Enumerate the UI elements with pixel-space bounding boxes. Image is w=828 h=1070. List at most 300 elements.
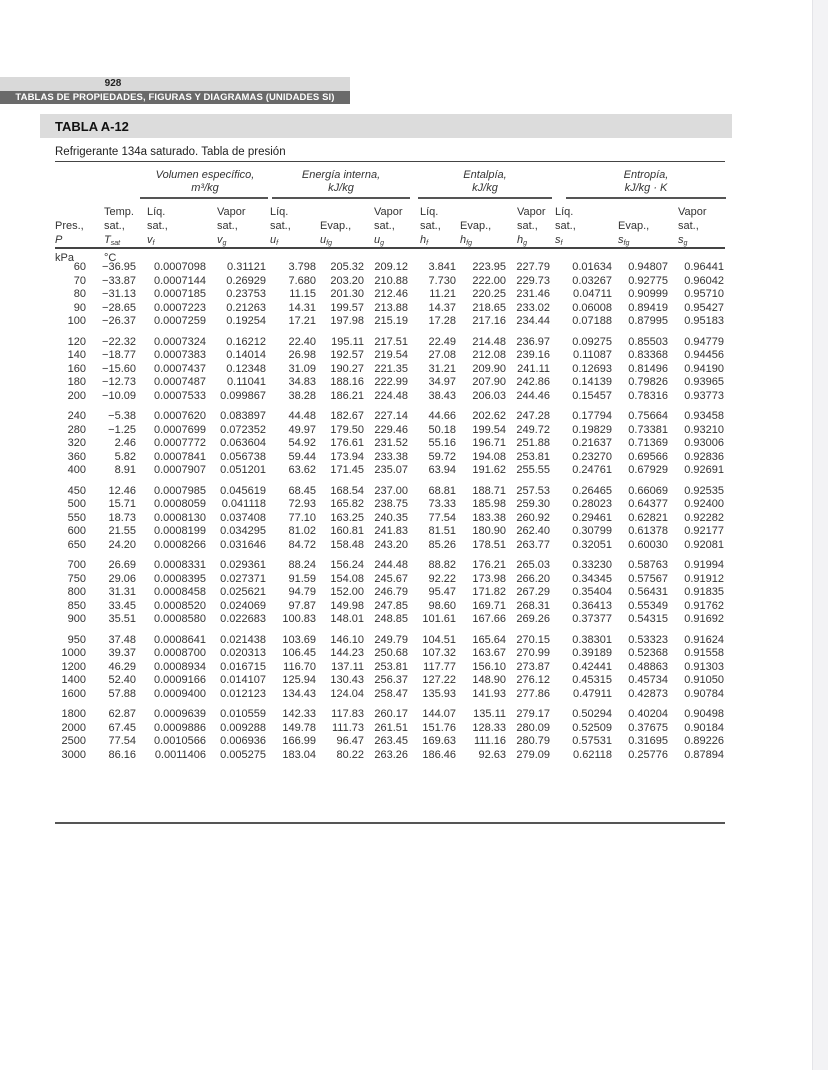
table-cell: 0.0007185 <box>154 288 206 300</box>
table-cell: 148.90 <box>472 674 506 686</box>
table-cell: 171.82 <box>472 586 506 598</box>
table-cell: 144.07 <box>422 708 456 720</box>
table-cell: 0.92282 <box>684 511 724 524</box>
column-header <box>374 205 403 251</box>
table-cell: 242.86 <box>516 376 550 388</box>
table-cell: 44.66 <box>428 410 456 422</box>
table-cell: 178.51 <box>472 538 506 551</box>
table-cell: 0.025621 <box>220 586 266 598</box>
table-cell: 266.20 <box>516 572 550 585</box>
table-cell: 173.98 <box>472 572 506 585</box>
table-row <box>55 390 726 404</box>
table-cell: 97.87 <box>288 599 316 612</box>
table-cell: 104.51 <box>422 633 456 646</box>
table-cell: 176.61 <box>330 437 364 449</box>
table-cell: 57.88 <box>108 687 136 700</box>
table-cell: 81.02 <box>288 525 316 537</box>
table-cell: 265.03 <box>516 559 550 571</box>
property-table <box>55 261 726 762</box>
symbol-subscript: g <box>523 240 528 247</box>
table-cell: 156.10 <box>472 660 506 673</box>
table-cell: 0.53323 <box>628 633 668 646</box>
table-cell: 233.02 <box>516 301 550 314</box>
table-cell: 234.44 <box>516 315 550 327</box>
table-cell: 21.55 <box>108 525 136 537</box>
table-cell: 63.62 <box>288 464 316 476</box>
table-cell: 0.58763 <box>628 559 668 571</box>
table-cell: 0.66069 <box>628 484 668 497</box>
table-cell: 160 <box>67 362 86 375</box>
table-cell: 0.012123 <box>220 687 266 700</box>
table-cell: 77.10 <box>288 511 316 524</box>
table-cell: 0.75664 <box>628 410 668 422</box>
table-cell: 85.26 <box>428 538 456 551</box>
table-cell: 88.24 <box>288 559 316 571</box>
table-cell: 0.024069 <box>220 599 266 612</box>
table-cell: 246.79 <box>374 586 408 598</box>
table-cell: 151.76 <box>422 721 456 734</box>
table-cell: 244.46 <box>516 389 550 402</box>
header-rule <box>55 247 725 249</box>
group-unit: m³/kg <box>191 181 219 194</box>
table-cell: 171.45 <box>330 464 364 476</box>
table-cell: 18.73 <box>108 511 136 524</box>
table-cell: 195.11 <box>331 335 364 348</box>
table-cell: 257.53 <box>516 484 550 497</box>
table-cell: 34.83 <box>288 376 316 388</box>
table-caption: Refrigerante 134a saturado. Tabla de presión <box>55 146 286 158</box>
table-cell: 130.43 <box>330 674 364 686</box>
table-cell: 0.61378 <box>628 525 668 537</box>
table-cell: 0.006936 <box>220 735 266 747</box>
table-cell: 0.31695 <box>628 735 668 747</box>
header-line-2: sat., <box>555 220 576 232</box>
table-cell: 180.90 <box>472 525 506 537</box>
table-cell: 200 <box>67 389 86 402</box>
table-cell: 59.72 <box>428 450 456 463</box>
symbol-subscript: g <box>683 240 688 247</box>
table-cell: 39.37 <box>108 647 136 659</box>
table-cell: 152.00 <box>330 586 364 598</box>
table-cell: 0.90784 <box>684 687 724 700</box>
table-cell: 0.26929 <box>226 274 266 287</box>
header-line-1: Vapor <box>517 206 546 218</box>
symbol: h <box>517 234 524 246</box>
table-cell: 0.01634 <box>572 261 612 273</box>
table-cell: 0.87894 <box>684 748 724 761</box>
table-row <box>55 451 726 465</box>
table-cell: 238.75 <box>374 498 408 510</box>
header-line-2: Pres., <box>55 220 84 232</box>
table-cell: −15.60 <box>102 362 136 375</box>
table-cell: 149.78 <box>282 721 316 734</box>
symbol: v <box>147 234 153 246</box>
table-cell: 0.57531 <box>572 735 612 747</box>
table-cell: 96.47 <box>336 735 364 747</box>
table-cell: 0.92535 <box>684 484 724 497</box>
group-rule <box>566 197 726 199</box>
table-cell: 0.06008 <box>572 301 612 314</box>
column-header <box>420 205 441 251</box>
table-cell: 73.33 <box>428 498 456 510</box>
table-cell: 0.0007699 <box>154 423 206 436</box>
table-cell: 183.38 <box>472 511 506 524</box>
table-cell: 0.52368 <box>628 647 668 659</box>
table-cell: −22.32 <box>102 335 136 348</box>
table-cell: 0.52509 <box>572 721 612 734</box>
table-cell: 0.016715 <box>220 660 266 673</box>
table-cell: 217.16 <box>472 315 506 327</box>
table-cell: 186.46 <box>422 748 456 761</box>
table-cell: 117.83 <box>331 708 364 720</box>
table-cell: 0.022683 <box>220 613 266 625</box>
table-cell: 44.48 <box>288 410 316 422</box>
table-cell: 0.87995 <box>628 315 668 327</box>
header-line-2: Evap., <box>618 220 650 232</box>
table-cell: 263.26 <box>374 748 408 761</box>
table-cell: 0.14014 <box>226 349 266 361</box>
header-line-1: Vapor <box>374 206 403 218</box>
table-cell: 215.19 <box>374 315 408 327</box>
table-cell: 0.0007324 <box>154 335 206 348</box>
table-cell: 0.96441 <box>684 261 724 273</box>
table-cell: 270.15 <box>516 633 550 646</box>
table-cell: 188.71 <box>472 484 506 497</box>
table-cell: 269.26 <box>516 613 550 625</box>
table-cell: 0.0008934 <box>154 660 206 673</box>
table-cell: 231.52 <box>374 437 408 449</box>
table-cell: 0.045619 <box>220 484 266 497</box>
table-cell: 107.32 <box>422 647 456 659</box>
table-cell: 212.08 <box>472 349 506 361</box>
table-cell: 0.0010566 <box>154 735 206 747</box>
table-cell: 0.0009886 <box>154 721 206 734</box>
page-number-band <box>0 77 350 91</box>
column-header <box>147 205 168 251</box>
table-cell: 169.71 <box>472 599 506 612</box>
table-cell: 0.021438 <box>220 633 266 646</box>
table-cell: 233.38 <box>374 450 408 463</box>
table-cell: 273.87 <box>516 660 550 673</box>
symbol: s <box>555 234 561 246</box>
table-cell: 900 <box>67 613 86 625</box>
table-cell: 1600 <box>61 687 86 700</box>
table-cell: 267.29 <box>516 586 550 598</box>
table-cell: 88.82 <box>428 559 456 571</box>
table-cell: 22.49 <box>428 335 456 348</box>
table-cell: 127.22 <box>422 674 456 686</box>
table-cell: 156.24 <box>330 559 364 571</box>
table-row <box>55 627 726 648</box>
table-cell: 600 <box>67 525 86 537</box>
table-cell: 247.85 <box>374 599 408 612</box>
table-cell: 111.73 <box>331 721 364 734</box>
table-cell: 142.33 <box>282 708 316 720</box>
table-cell: 0.26465 <box>572 484 612 497</box>
table-cell: 90 <box>73 301 86 314</box>
table-cell: 146.10 <box>330 633 364 646</box>
table-cell: 0.92836 <box>684 450 724 463</box>
table-cell: 0.29461 <box>572 511 612 524</box>
table-cell: 0.94807 <box>628 261 668 273</box>
column-header <box>104 205 134 265</box>
table-cell: 144.23 <box>330 647 364 659</box>
table-cell: 212.46 <box>374 288 408 300</box>
table-cell: 256.37 <box>374 674 408 686</box>
table-cell: 0.73381 <box>628 423 668 436</box>
table-cell: 191.62 <box>472 464 506 476</box>
table-cell: 800 <box>67 586 86 598</box>
table-row <box>55 363 726 377</box>
table-cell: 0.62821 <box>628 511 668 524</box>
table-cell: 199.57 <box>330 301 364 314</box>
header-line-1: Líq. <box>555 206 574 218</box>
table-cell: 165.82 <box>330 498 364 510</box>
table-cell: 169.63 <box>422 735 456 747</box>
table-cell: 0.47911 <box>573 687 612 700</box>
table-cell: 196.71 <box>472 437 506 449</box>
symbol: T <box>104 234 111 246</box>
table-cell: 550 <box>67 511 86 524</box>
table-cell: 0.0009166 <box>154 674 206 686</box>
table-cell: 0.009288 <box>220 721 266 734</box>
table-cell: 280.09 <box>516 721 550 734</box>
table-cell: 140 <box>67 349 86 361</box>
header-line-1: Líq. <box>147 206 166 218</box>
table-cell: 210.88 <box>374 274 408 287</box>
table-cell: 0.37675 <box>628 721 668 734</box>
table-cell: 0.0008520 <box>154 599 206 612</box>
table-cell: 258.47 <box>374 687 408 700</box>
table-cell: 68.81 <box>428 484 456 497</box>
table-cell: 0.19829 <box>572 423 612 436</box>
table-cell: 182.67 <box>330 410 364 422</box>
table-cell: 49.97 <box>288 423 316 436</box>
table-cell: 194.08 <box>472 450 506 463</box>
table-cell: 0.67929 <box>628 464 668 476</box>
table-cell: 0.69566 <box>628 450 668 463</box>
table-cell: 0.91912 <box>684 572 724 585</box>
table-cell: 52.40 <box>108 674 136 686</box>
table-cell: 0.32051 <box>572 538 612 551</box>
table-cell: 103.69 <box>282 633 316 646</box>
table-cell: 236.97 <box>516 335 550 348</box>
table-cell: 0.11041 <box>227 376 266 388</box>
table-row <box>55 403 726 424</box>
header-line-1 <box>55 205 84 219</box>
table-cell: 165.64 <box>472 633 506 646</box>
table-cell: 0.03267 <box>572 274 612 287</box>
table-cell: 0.0007772 <box>154 437 206 449</box>
column-header <box>678 205 707 251</box>
table-row <box>55 478 726 499</box>
table-cell: 0.21637 <box>572 437 612 449</box>
table-cell: 0.0008580 <box>154 613 206 625</box>
table-row <box>55 424 726 438</box>
table-cell: 0.0007487 <box>154 376 206 388</box>
table-cell: 0.60030 <box>628 538 668 551</box>
table-cell: 197.98 <box>330 315 364 327</box>
table-cell: 29.06 <box>108 572 136 585</box>
table-cell: 0.014107 <box>220 674 266 686</box>
table-cell: 0.64377 <box>628 498 668 510</box>
group-header-entropy <box>566 169 726 194</box>
table-row <box>55 329 726 350</box>
table-cell: 244.48 <box>374 559 408 571</box>
symbol: u <box>270 234 277 246</box>
table-cell: 0.15457 <box>572 389 612 402</box>
table-cell: 249.72 <box>516 423 550 436</box>
table-cell: 163.67 <box>472 647 506 659</box>
table-cell: 148.01 <box>330 613 364 625</box>
table-cell: 33.45 <box>108 599 136 612</box>
symbol-subscript: f <box>560 240 563 247</box>
table-cell: 247.28 <box>516 410 550 422</box>
table-cell: 229.46 <box>374 423 408 436</box>
table-cell: 280.79 <box>516 735 550 747</box>
table-cell: 209.12 <box>374 261 408 273</box>
table-cell: 185.98 <box>472 498 506 510</box>
table-cell: 0.0008331 <box>154 559 206 571</box>
header-line-2: sat., <box>678 220 699 232</box>
table-cell: 0.0007144 <box>154 274 206 287</box>
table-row <box>55 275 726 289</box>
table-cell: 3.798 <box>288 261 316 273</box>
table-cell: 0.0008395 <box>154 572 206 585</box>
table-cell: 163.25 <box>330 511 364 524</box>
table-cell: 22.40 <box>288 335 316 348</box>
table-cell: 203.20 <box>330 274 364 287</box>
table-cell: 0.23753 <box>226 288 266 300</box>
table-cell: 0.50294 <box>572 708 612 720</box>
table-cell: 243.20 <box>374 538 408 551</box>
table-row <box>55 498 726 512</box>
table-cell: 213.88 <box>374 301 408 314</box>
table-cell: 0.71369 <box>628 437 668 449</box>
table-cell: 279.17 <box>516 708 550 720</box>
table-row <box>55 661 726 675</box>
table-cell: 0.78316 <box>628 389 668 402</box>
table-cell: 0.38301 <box>572 633 612 646</box>
header-line-1: Vapor <box>678 206 707 218</box>
table-cell: 0.39189 <box>572 647 612 659</box>
table-cell: 0.063604 <box>220 437 266 449</box>
table-row <box>55 600 726 614</box>
table-cell: 0.25776 <box>628 748 668 761</box>
table-cell: 0.0007620 <box>154 410 206 422</box>
table-cell: 183.04 <box>282 748 316 761</box>
table-cell: 0.91558 <box>684 647 724 659</box>
table-cell: 222.00 <box>472 274 506 287</box>
symbol-subscript: fg <box>623 240 630 247</box>
table-cell: 218.65 <box>472 301 506 314</box>
table-cell: 0.91303 <box>684 660 724 673</box>
table-cell: 280 <box>67 423 86 436</box>
page-number: 928 <box>104 78 122 89</box>
table-row <box>55 573 726 587</box>
table-cell: 250.68 <box>374 647 408 659</box>
table-cell: 0.35404 <box>572 586 612 598</box>
table-cell: 276.12 <box>516 674 550 686</box>
table-cell: 0.91835 <box>684 586 724 598</box>
table-cell: −28.65 <box>102 301 136 314</box>
table-cell: 0.0008641 <box>154 633 206 646</box>
table-cell: 0.0008700 <box>154 647 206 659</box>
table-cell: 67.45 <box>108 721 136 734</box>
table-cell: 160.81 <box>330 525 364 537</box>
table-cell: 950 <box>67 633 86 646</box>
table-cell: 149.98 <box>330 599 364 612</box>
table-cell: 0.42441 <box>572 660 612 673</box>
top-rule <box>55 161 725 162</box>
column-header <box>460 205 491 251</box>
table-cell: 120 <box>67 335 86 348</box>
table-cell: 0.010559 <box>220 708 266 720</box>
table-cell: 86.16 <box>108 748 136 761</box>
table-cell: 15.71 <box>108 498 136 510</box>
table-cell: 0.37377 <box>572 613 612 625</box>
symbol: u <box>374 234 381 246</box>
table-cell: 167.66 <box>472 613 506 625</box>
table-cell: 80 <box>73 288 86 300</box>
table-cell: 91.59 <box>288 572 316 585</box>
table-cell: 0.0009400 <box>154 687 206 700</box>
table-cell: 270.99 <box>516 647 550 659</box>
table-cell: 222.99 <box>374 376 408 388</box>
table-cell: 72.93 <box>288 498 316 510</box>
table-row <box>55 302 726 316</box>
table-cell: 17.28 <box>428 315 456 327</box>
header-line-2: sat., <box>270 220 291 232</box>
table-cell: 11.21 <box>429 288 456 300</box>
symbol: u <box>320 234 327 246</box>
table-cell: 0.62118 <box>573 748 612 761</box>
table-row <box>55 525 726 539</box>
table-cell: 0.0008130 <box>154 511 206 524</box>
table-cell: 253.81 <box>374 660 408 673</box>
table-cell: −33.87 <box>102 274 136 287</box>
header-line-1: Líq. <box>270 206 289 218</box>
table-cell: 0.45734 <box>628 674 668 686</box>
table-cell: 0.020313 <box>220 647 266 659</box>
table-cell: 0.45315 <box>572 674 612 686</box>
group-unit: kJ/kg <box>472 181 498 194</box>
symbol: h <box>420 234 427 246</box>
table-cell: 84.72 <box>288 538 316 551</box>
table-cell: 0.94190 <box>684 362 724 375</box>
table-cell: 0.89226 <box>684 735 724 747</box>
table-cell: 450 <box>67 484 86 497</box>
table-cell: 0.083897 <box>220 410 266 422</box>
symbol-subscript: f <box>276 240 279 247</box>
table-cell: 35.51 <box>108 613 136 625</box>
table-cell: 179.50 <box>330 423 364 436</box>
table-cell: 3.841 <box>428 261 456 273</box>
table-cell: 0.36413 <box>572 599 612 612</box>
group-title: Energía interna, <box>301 169 381 181</box>
table-cell: 135.11 <box>473 708 506 720</box>
table-cell: 400 <box>67 464 86 476</box>
bottom-rule <box>55 822 725 824</box>
table-cell: 94.79 <box>288 586 316 598</box>
table-cell: 0.94779 <box>684 335 724 348</box>
table-cell: 60 <box>73 261 86 273</box>
group-rule <box>140 197 268 199</box>
table-row <box>55 735 726 749</box>
group-header-internal-energy <box>272 169 410 194</box>
table-cell: 0.93210 <box>684 423 724 436</box>
table-cell: 117.77 <box>423 660 456 673</box>
